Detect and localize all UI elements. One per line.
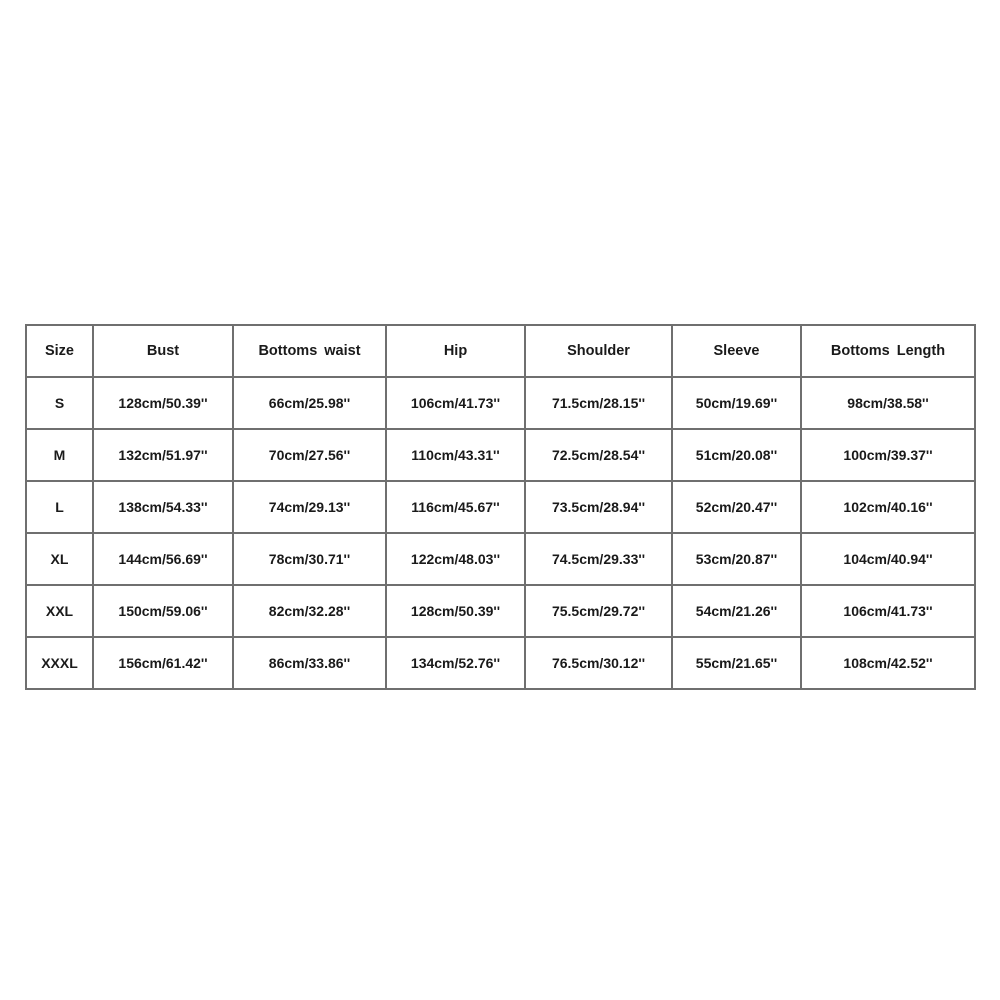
cell-sleeve: 54cm/21.26'' — [672, 585, 801, 637]
cell-sleeve: 51cm/20.08'' — [672, 429, 801, 481]
cell-shoulder: 74.5cm/29.33'' — [525, 533, 672, 585]
cell-bottoms-waist: 66cm/25.98'' — [233, 377, 386, 429]
cell-bottoms-length: 100cm/39.37'' — [801, 429, 975, 481]
header-bottoms-waist: Bottoms waist — [233, 325, 386, 377]
cell-shoulder: 76.5cm/30.12'' — [525, 637, 672, 689]
cell-sleeve: 50cm/19.69'' — [672, 377, 801, 429]
cell-size: XL — [26, 533, 93, 585]
header-hip: Hip — [386, 325, 525, 377]
size-chart-table — [25, 324, 976, 690]
cell-size: M — [26, 429, 93, 481]
cell-hip: 106cm/41.73'' — [386, 377, 525, 429]
header-bust: Bust — [93, 325, 233, 377]
table-row — [26, 585, 975, 637]
header-bottoms-length: Bottoms Length — [801, 325, 975, 377]
cell-sleeve: 52cm/20.47'' — [672, 481, 801, 533]
cell-bottoms-waist: 78cm/30.71'' — [233, 533, 386, 585]
cell-size: L — [26, 481, 93, 533]
cell-bottoms-waist: 82cm/32.28'' — [233, 585, 386, 637]
cell-size: XXXL — [26, 637, 93, 689]
header-row — [26, 325, 975, 377]
cell-shoulder: 75.5cm/29.72'' — [525, 585, 672, 637]
cell-bust: 138cm/54.33'' — [93, 481, 233, 533]
header-shoulder: Shoulder — [525, 325, 672, 377]
cell-bottoms-waist: 86cm/33.86'' — [233, 637, 386, 689]
table-row — [26, 377, 975, 429]
cell-size: S — [26, 377, 93, 429]
cell-bottoms-length: 108cm/42.52'' — [801, 637, 975, 689]
header-sleeve: Sleeve — [672, 325, 801, 377]
cell-bottoms-length: 106cm/41.73'' — [801, 585, 975, 637]
cell-bottoms-length: 98cm/38.58'' — [801, 377, 975, 429]
cell-hip: 116cm/45.67'' — [386, 481, 525, 533]
cell-hip: 134cm/52.76'' — [386, 637, 525, 689]
cell-bust: 144cm/56.69'' — [93, 533, 233, 585]
cell-bottoms-length: 102cm/40.16'' — [801, 481, 975, 533]
cell-bust: 128cm/50.39'' — [93, 377, 233, 429]
cell-hip: 122cm/48.03'' — [386, 533, 525, 585]
cell-bottoms-waist: 74cm/29.13'' — [233, 481, 386, 533]
cell-bust: 150cm/59.06'' — [93, 585, 233, 637]
cell-bust: 132cm/51.97'' — [93, 429, 233, 481]
header-size: Size — [26, 325, 93, 377]
cell-bottoms-length: 104cm/40.94'' — [801, 533, 975, 585]
cell-size: XXL — [26, 585, 93, 637]
cell-sleeve: 53cm/20.87'' — [672, 533, 801, 585]
cell-bust: 156cm/61.42'' — [93, 637, 233, 689]
table-row — [26, 533, 975, 585]
table-row — [26, 637, 975, 689]
cell-bottoms-waist: 70cm/27.56'' — [233, 429, 386, 481]
table-row — [26, 429, 975, 481]
cell-shoulder: 71.5cm/28.15'' — [525, 377, 672, 429]
cell-sleeve: 55cm/21.65'' — [672, 637, 801, 689]
cell-hip: 110cm/43.31'' — [386, 429, 525, 481]
cell-shoulder: 73.5cm/28.94'' — [525, 481, 672, 533]
cell-hip: 128cm/50.39'' — [386, 585, 525, 637]
table-row — [26, 481, 975, 533]
cell-shoulder: 72.5cm/28.54'' — [525, 429, 672, 481]
